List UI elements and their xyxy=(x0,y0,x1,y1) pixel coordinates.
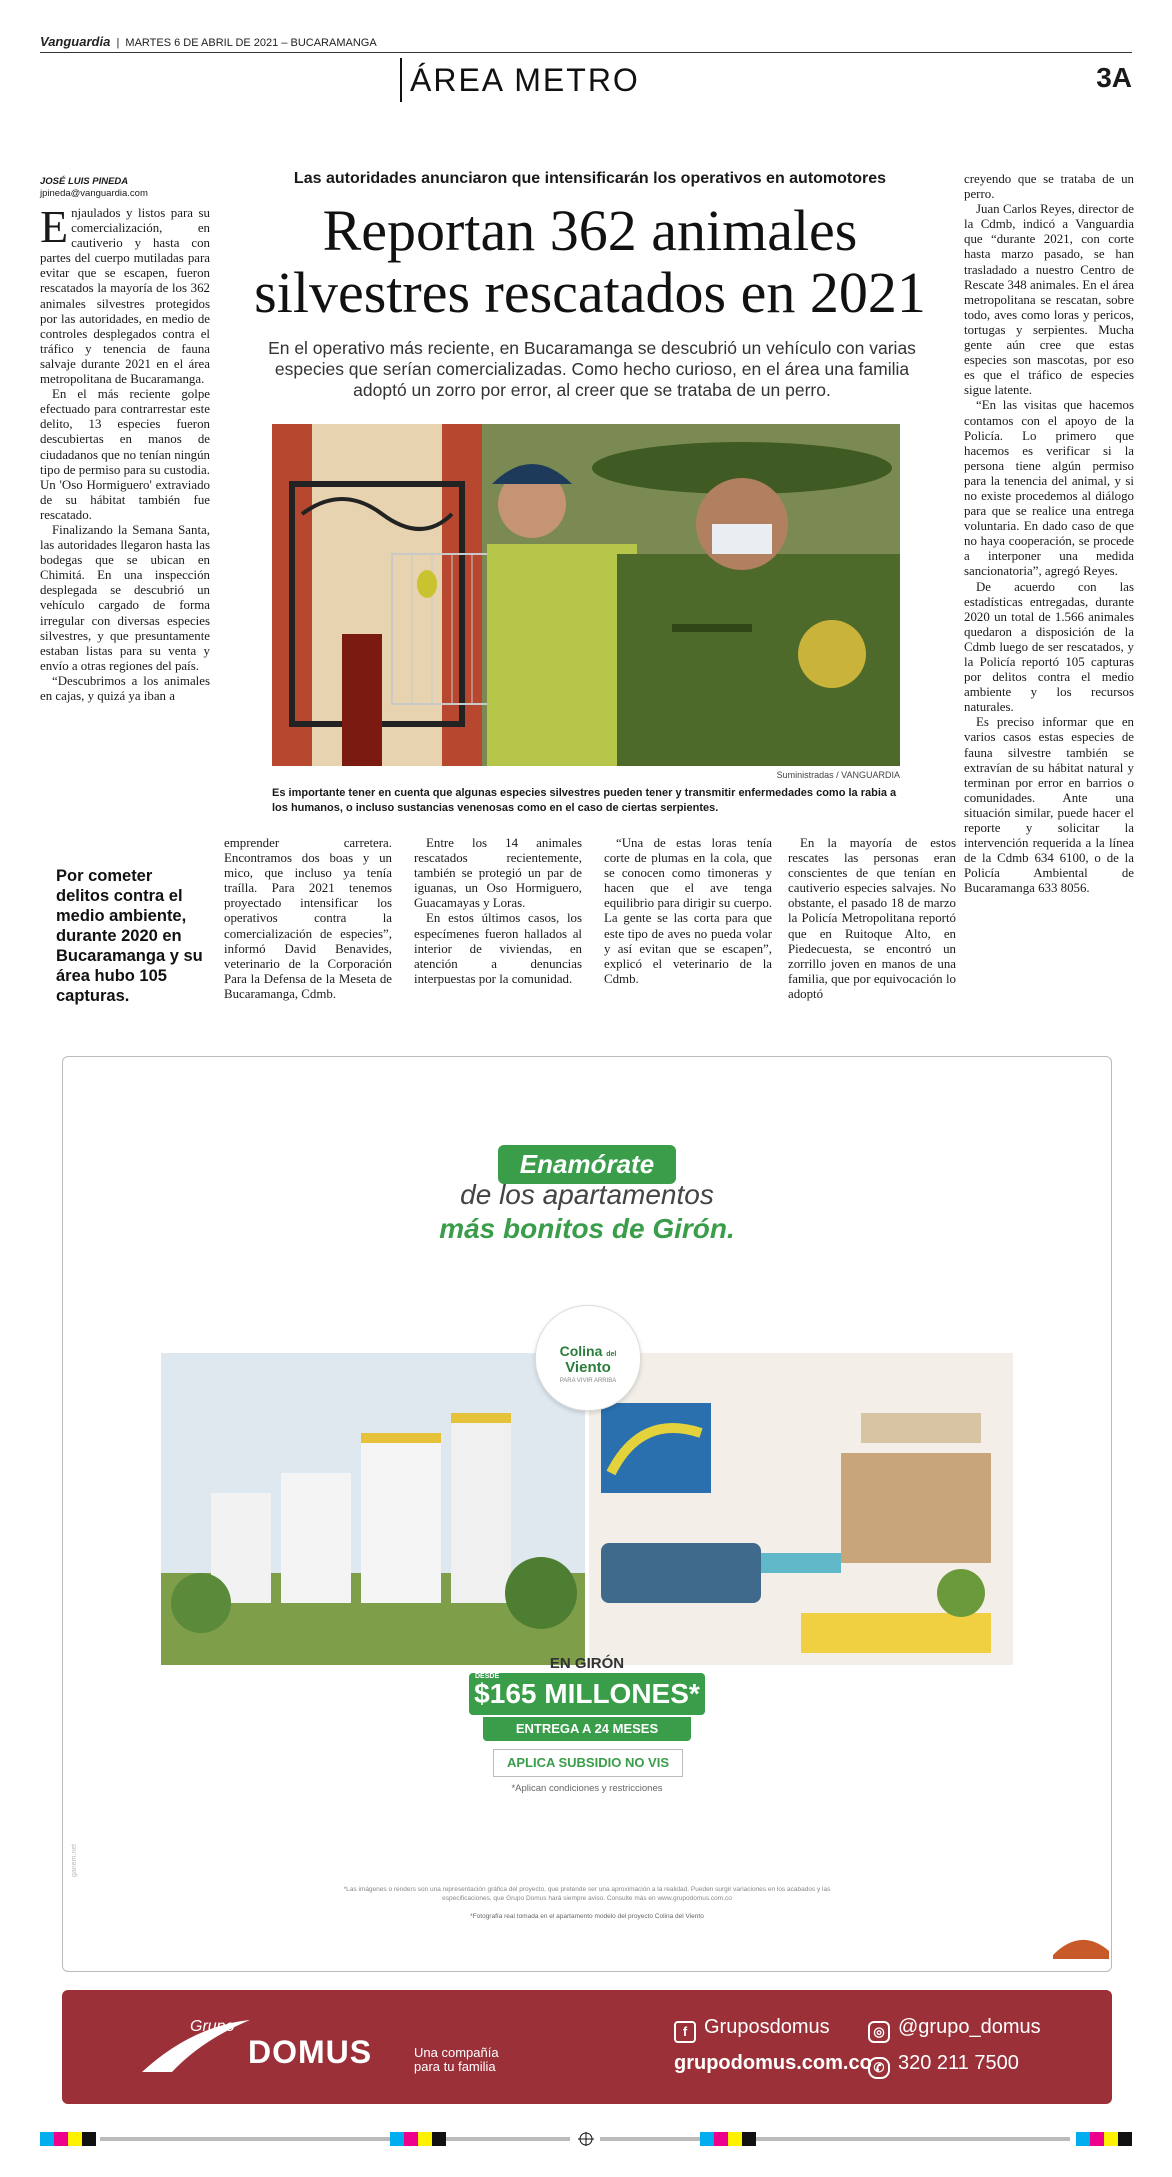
drop-cap: E xyxy=(40,201,69,252)
paragraph: “Una de estas loras tenía corte de plumas en la cola, que se conocen como timoneras y hacen que el ave tenga equilibrio para dirigir su cuerpo. La gente se las corta para que este tipo de aves no pueda volar y así evitan que se escapen”, explicó el veterinario de la Cdmb. xyxy=(604,836,772,986)
ad-price-box xyxy=(469,1673,705,1715)
photo-illustration xyxy=(272,424,900,766)
byline xyxy=(40,176,148,200)
article-column-2 xyxy=(224,836,392,1002)
paragraph: “Descubrimos a los animales en cajas, y quizá ya iban a xyxy=(40,673,210,703)
article-column-5 xyxy=(788,836,956,1002)
facebook-icon: f xyxy=(674,2021,696,2043)
paragraph: Finalizando la Semana Santa, las autoridades llegaron hasta las bodegas que se ubican en Chimitá. En una inspección desplegada se descubrió un vehículo cargado de forma irregular con diversas especies silvestres, y que presuntamente estaban listas para su venta y envío a otras regiones del país. xyxy=(40,522,210,673)
banner-grupo: Grupo xyxy=(190,2018,235,2035)
subheadline: En el operativo más reciente, en Bucaramanga se descubrió un vehículo con varias especies que serían comercializadas. Como hecho curioso, en el área una familia adoptó un zorro por error, al creer que se trataba de un perro. xyxy=(268,338,916,400)
banner-domus-logo: DOMUS xyxy=(248,2034,373,2070)
print-registration-marks xyxy=(40,2132,1132,2146)
banner-tagline: Una compañía para tu familia xyxy=(414,2045,499,2074)
kicker: Las autoridades anunciaron que intensificarán los operativos en automotores xyxy=(293,170,887,187)
ad-enamorate-badge: Enamórate xyxy=(498,1145,676,1184)
article-photo xyxy=(272,424,900,766)
paragraph: Entre los 14 animales rescatados recientemente, también se protegió un par de iguanas, un Oso Hormiguero, Guacamayas y Loras. xyxy=(414,836,582,911)
header-rule xyxy=(40,52,1132,53)
article-column-right xyxy=(964,172,1134,897)
instagram-icon: ◎ xyxy=(868,2021,890,2043)
brand-name: Vanguardia xyxy=(40,34,111,49)
ad-delivery: ENTREGA A 24 MESES xyxy=(483,1717,691,1741)
paragraph: emprender carretera. Encontramos dos boas y un mico, que incluso ya tenía traílla. Para 2021 tenemos proyectado intensificar los operativos contra la comercialización de especies”, informó David Benavides, veterinario de la Corporación Para la Defensa de la Meseta de Bucaramanga, Cdmb. xyxy=(224,836,392,1001)
author-name: JOSÉ LUIS PINEDA xyxy=(40,176,129,187)
price-value: $165 MILLONES* xyxy=(474,1678,700,1709)
ad-corner-swoosh-icon xyxy=(1053,1931,1109,1959)
whatsapp-icon: ✆ xyxy=(868,2057,890,2079)
website-link[interactable]: grupodomus.com.co xyxy=(674,2052,872,2074)
facebook-link[interactable]: f Gruposdomus xyxy=(674,2016,830,2043)
ad-photo-note: *Fotografía real tomada en el apartamento modelo del proyecto Colina del Viento xyxy=(470,1913,704,1920)
instagram-link[interactable]: ◎ @grupo_domus xyxy=(868,2016,1041,2043)
photo-caption: Es importante tener en cuenta que algunas especies silvestres pueden tener y transmitir enfermedades como la rabia a los humanos, o incluso sustancias venenosas como en el caso de ciertas serpientes. xyxy=(272,787,897,814)
photo-credit: Suministradas / VANGUARDIA xyxy=(776,770,900,780)
ad-headline-line2: de los apartamentos xyxy=(460,1179,714,1210)
article-column-4 xyxy=(604,836,772,987)
paragraph: De acuerdo con las estadísticas entregadas, durante 2020 un total de 1.566 animales quedaron a disposición de la Cdmb luego de ser rescatados, y la Policía reportó 105 capturas por delitos contra el medio ambiente y los recursos naturales. xyxy=(964,579,1134,715)
paragraph: creyendo que se trataba de un perro. xyxy=(964,172,1134,202)
ad-headline-line3: más bonitos de Girón. xyxy=(439,1213,735,1244)
section-title: ÁREA METRO xyxy=(400,58,640,102)
paragraph: En estos últimos casos, los especímenes fueron hallados al interior de viviendas, en atención a denuncias interpuestas por la comunidad. xyxy=(414,911,582,986)
paragraph: “En las visitas que hacemos contamos con el apoyo de la Policía. Lo primero que hacemos es verificar si la persona tiene algún permiso para la tenencia del animal, y si no existe procedemos al diálogo para que se realice una entrega voluntaria. En dado caso de que no haya cooperación, se procede a interponer una medida sancionatoria”, agregó Reyes. xyxy=(964,398,1134,579)
ad-location: EN GIRÓN xyxy=(549,1655,625,1672)
article-column-1 xyxy=(40,201,210,704)
ad-legal-text: *Las imágenes o renders son una representación gráfica del proyecto, que pretende ser una aproximación a la realidad. Pueden surgir variaciones en los acabados y las especificaciones, que Grupo Domus hará siempre aviso. Consulte más en www.grupodomus.com.co xyxy=(343,1886,831,1902)
article-column-3 xyxy=(414,836,582,987)
page-number: 3A xyxy=(1096,62,1132,93)
colina-del-viento-logo: Colina del Viento PARA VIVIR ARRIBA xyxy=(535,1305,641,1411)
paragraph: En el más reciente golpe efectuado para contrarrestar este delito, 13 especies fueron descubiertas en manos de ciudadanos que no tenían ningún tipo de permiso para su custodia. Un 'Oso Hormiguero' extraviado de su hábitat también fue rescatado. xyxy=(40,387,210,522)
paragraph: Enjaulados y listos para su comercialización, en cautiverio y hasta con partes del cuerpo mutiladas para evitar que se escapen, fueron rescatados la mayoría de los 362 animales silvestres protegidos por las autoridades, en medio de controles desplegados contra el tráfico y tenencia de fauna salvaje durante 2021 en el área metropolitana de Bucaramanga. xyxy=(40,201,210,387)
price-desde-label: DESDE xyxy=(475,1673,500,1680)
advertisement[interactable] xyxy=(62,1056,1112,1972)
headline: Reportan 362 animales silvestres rescatados en 2021 xyxy=(254,198,926,325)
ad-agency-credit: ganem.net xyxy=(71,1843,78,1877)
grupo-domus-banner[interactable] xyxy=(62,1990,1112,2104)
pull-quote: Por cometer delitos contra el medio ambiente, durante 2020 en Bucaramanga y su área hubo 105 capturas. xyxy=(56,867,203,1005)
paragraph: Juan Carlos Reyes, director de la Cdmb, indicó a Vanguardia que “durante 2021, con corte hasta marzo pasado, se han trasladado a nuestro Centro de Rescate 348 animales. En el área metropolitana se rescatan, sobre todo, aves como loras y pericos, tortugas y serpientes. Mucha gente aún cree que estas especies son mascotas, por eso es que el tráfico de especies sigue latente. xyxy=(964,202,1134,398)
masthead-strip: Vanguardia | MARTES 6 DE ABRIL DE 2021 – BUCARAMANGA xyxy=(40,34,377,49)
ad-conditions: *Aplican condiciones y restricciones xyxy=(511,1783,663,1794)
paragraph: En la mayoría de estos rescates las personas eran conscientes de que tenían en cautiverio especies salvajes. No obstante, el pasado 18 de marzo la Policía Metropolitana reportó que en Ruitoque Alto, en Piedecuesta, se encontró un zorrillo joven en manos de una familia, que por equivocación lo adoptó xyxy=(788,836,956,1001)
phone-link[interactable]: ✆ 320 211 7500 xyxy=(868,2052,1019,2079)
author-email[interactable]: jpineda@vanguardia.com xyxy=(40,188,148,199)
ad-subsidy-button[interactable]: APLICA SUBSIDIO NO VIS xyxy=(493,1749,683,1777)
paragraph: Es preciso informar que en varios casos estas especies de fauna silvestre también se extravían de su hábitat natural y terminan por error en barrios o comunidades. Ante una situación similar, puede hacer el reporte y solicitar la intervención requerida a la línea de la Cdmb 634 6100, o de la Policía Ambiental de Bucaramanga 633 8056. xyxy=(964,715,1134,896)
date-city: MARTES 6 DE ABRIL DE 2021 – BUCARAMANGA xyxy=(125,37,377,49)
